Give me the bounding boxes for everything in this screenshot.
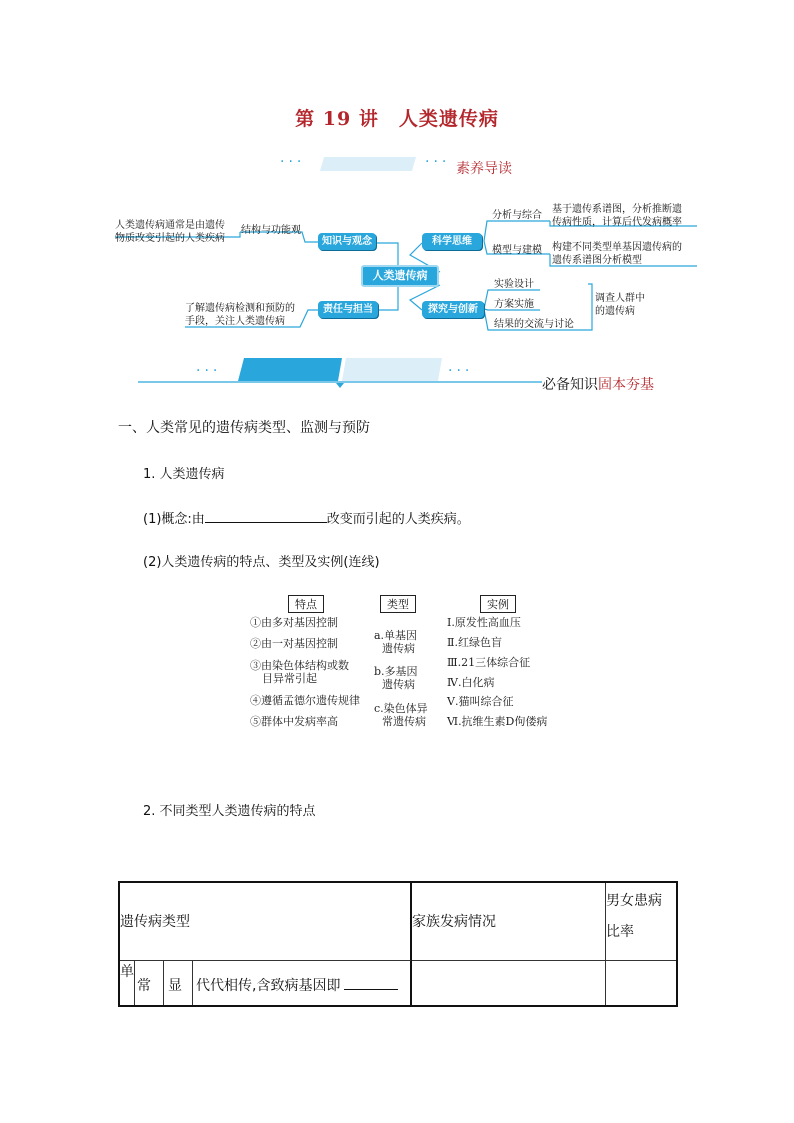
svg-text:···: ···: [448, 363, 474, 379]
subheading-1: 1. 人类遗传病: [143, 467, 225, 482]
banner2-label-part1: 必备知识: [542, 377, 598, 393]
mm-left-top-text-1: 人类遗传病通常是由遗传: [115, 220, 225, 231]
mm-branch-modeling: 模型与建模: [492, 245, 542, 256]
table-cell-ratio-empty[interactable]: [606, 960, 678, 1006]
example-3[interactable]: Ⅲ.21三体综合征: [447, 656, 531, 669]
banner-dots-right: ···: [425, 154, 451, 170]
question-1: [143, 508, 470, 527]
mm-left-top-text-2: 物质改变引起的人类疾病: [115, 233, 225, 244]
table-header-type: [119, 882, 411, 960]
table-header-ratio-line1: 男女患病: [606, 893, 662, 909]
example-5[interactable]: Ⅴ.猫叫综合征: [447, 695, 514, 708]
banner2-graphic: [138, 356, 548, 390]
mm-branch-analysis: 分析与综合: [492, 210, 542, 221]
table-cell-xian-text: 显: [168, 977, 182, 994]
table-cell-desc: [193, 960, 412, 1006]
mm-node-responsibility: 责任与担当: [318, 301, 378, 318]
example-4[interactable]: Ⅳ.白化病: [447, 676, 495, 689]
mm-rt-text2-1: 构建不同类型单基因遗传病的: [552, 242, 682, 253]
mm-center-node: 人类遗传病: [361, 265, 439, 287]
table-header-ratio-line2: 比率: [606, 924, 634, 940]
table-cell-dan: [119, 960, 135, 1006]
mm-left-bottom-text-1: 了解遗传病检测和预防的: [185, 303, 295, 314]
matching-header-traits: 特点: [288, 595, 324, 613]
mm-branch-structure: 结构与功能观: [241, 225, 301, 236]
question-1-prefix: (1)概念:由: [143, 512, 205, 527]
svg-text:···: ···: [196, 363, 222, 379]
table-answer-blank[interactable]: [344, 979, 398, 990]
type-b-cont: 遗传病: [382, 678, 415, 691]
trait-3[interactable]: ③由染色体结构或数: [250, 659, 349, 672]
table-cell-chang: [135, 960, 164, 1006]
mm-rb-text-1: 调查人群中: [595, 293, 645, 304]
mindmap-lines: [0, 0, 794, 360]
trait-1[interactable]: ①由多对基因控制: [250, 616, 338, 629]
table-cell-xian: [164, 960, 193, 1006]
type-a-cont: 遗传病: [382, 642, 415, 655]
mm-branch-experiment-design: 实验设计: [494, 279, 534, 290]
trait-3-cont: 目异常引起: [262, 672, 317, 685]
mm-rt-text1-2: 传病性质，计算后代发病概率: [552, 217, 682, 228]
table-header-family: [411, 882, 606, 960]
subheading-2: 2. 不同类型人类遗传病的特点: [143, 804, 316, 819]
table-cell-family-empty[interactable]: [411, 960, 606, 1006]
table-header-ratio: [606, 882, 678, 960]
trait-4[interactable]: ④遵循孟德尔遗传规律: [250, 694, 360, 707]
mm-rt-text1-1: 基于遗传系谱图，分析推断遗: [552, 204, 682, 215]
trait-5[interactable]: ⑤群体中发病率高: [250, 715, 338, 728]
type-b[interactable]: b.多基因: [374, 665, 418, 678]
table-cell-chang-text: 常: [137, 977, 151, 994]
table-header-family-text: 家族发病情况: [412, 914, 496, 931]
question-2: (2)人类遗传病的特点、类型及实例(连线): [143, 555, 380, 570]
type-c[interactable]: c.染色体异: [374, 702, 428, 715]
example-1[interactable]: Ⅰ.原发性高血压: [447, 616, 521, 629]
banner-label-suyang: 素养导读: [456, 161, 512, 177]
answer-blank-1[interactable]: [205, 510, 327, 523]
matching-header-types: 类型: [380, 595, 416, 613]
example-6[interactable]: Ⅵ.抗维生素D佝偻病: [447, 715, 548, 728]
example-2[interactable]: Ⅱ.红绿色盲: [447, 636, 502, 649]
mm-rt-text2-2: 遗传系谱图分析模型: [552, 255, 642, 266]
mm-branch-discussion: 结果的交流与讨论: [494, 319, 574, 330]
mm-node-scientific-thinking: 科学思维: [422, 233, 482, 250]
page-title: 第 19 讲 人类遗传病: [295, 108, 499, 130]
banner-dots-left: ···: [280, 154, 306, 170]
mm-left-bottom-text-2: 手段，关注人类遗传病: [185, 316, 285, 327]
table-cell-dan-text: 单: [120, 963, 134, 980]
matching-header-examples: 实例: [480, 595, 516, 613]
table-header-type-text: 遗传病类型: [120, 914, 190, 931]
mm-branch-implementation: 方案实施: [494, 299, 534, 310]
trait-2[interactable]: ②由一对基因控制: [250, 637, 338, 650]
banner2-label-part2: 固本夯基: [598, 377, 654, 393]
mm-node-inquiry: 探究与创新: [422, 301, 484, 318]
section-heading-1: 一、人类常见的遗传病类型、监测与预防: [118, 420, 370, 436]
disease-type-table: [118, 881, 678, 1007]
type-a[interactable]: a.单基因: [374, 629, 418, 642]
question-1-suffix: 改变而引起的人类疾病。: [326, 512, 470, 527]
mm-node-knowledge: 知识与观念: [318, 233, 376, 250]
table-cell-desc-text: 代代相传,含致病基因即: [196, 977, 341, 994]
type-c-cont: 常遗传病: [382, 715, 426, 728]
banner2-label: [542, 374, 654, 394]
mm-rb-text-2: 的遗传病: [595, 306, 635, 317]
